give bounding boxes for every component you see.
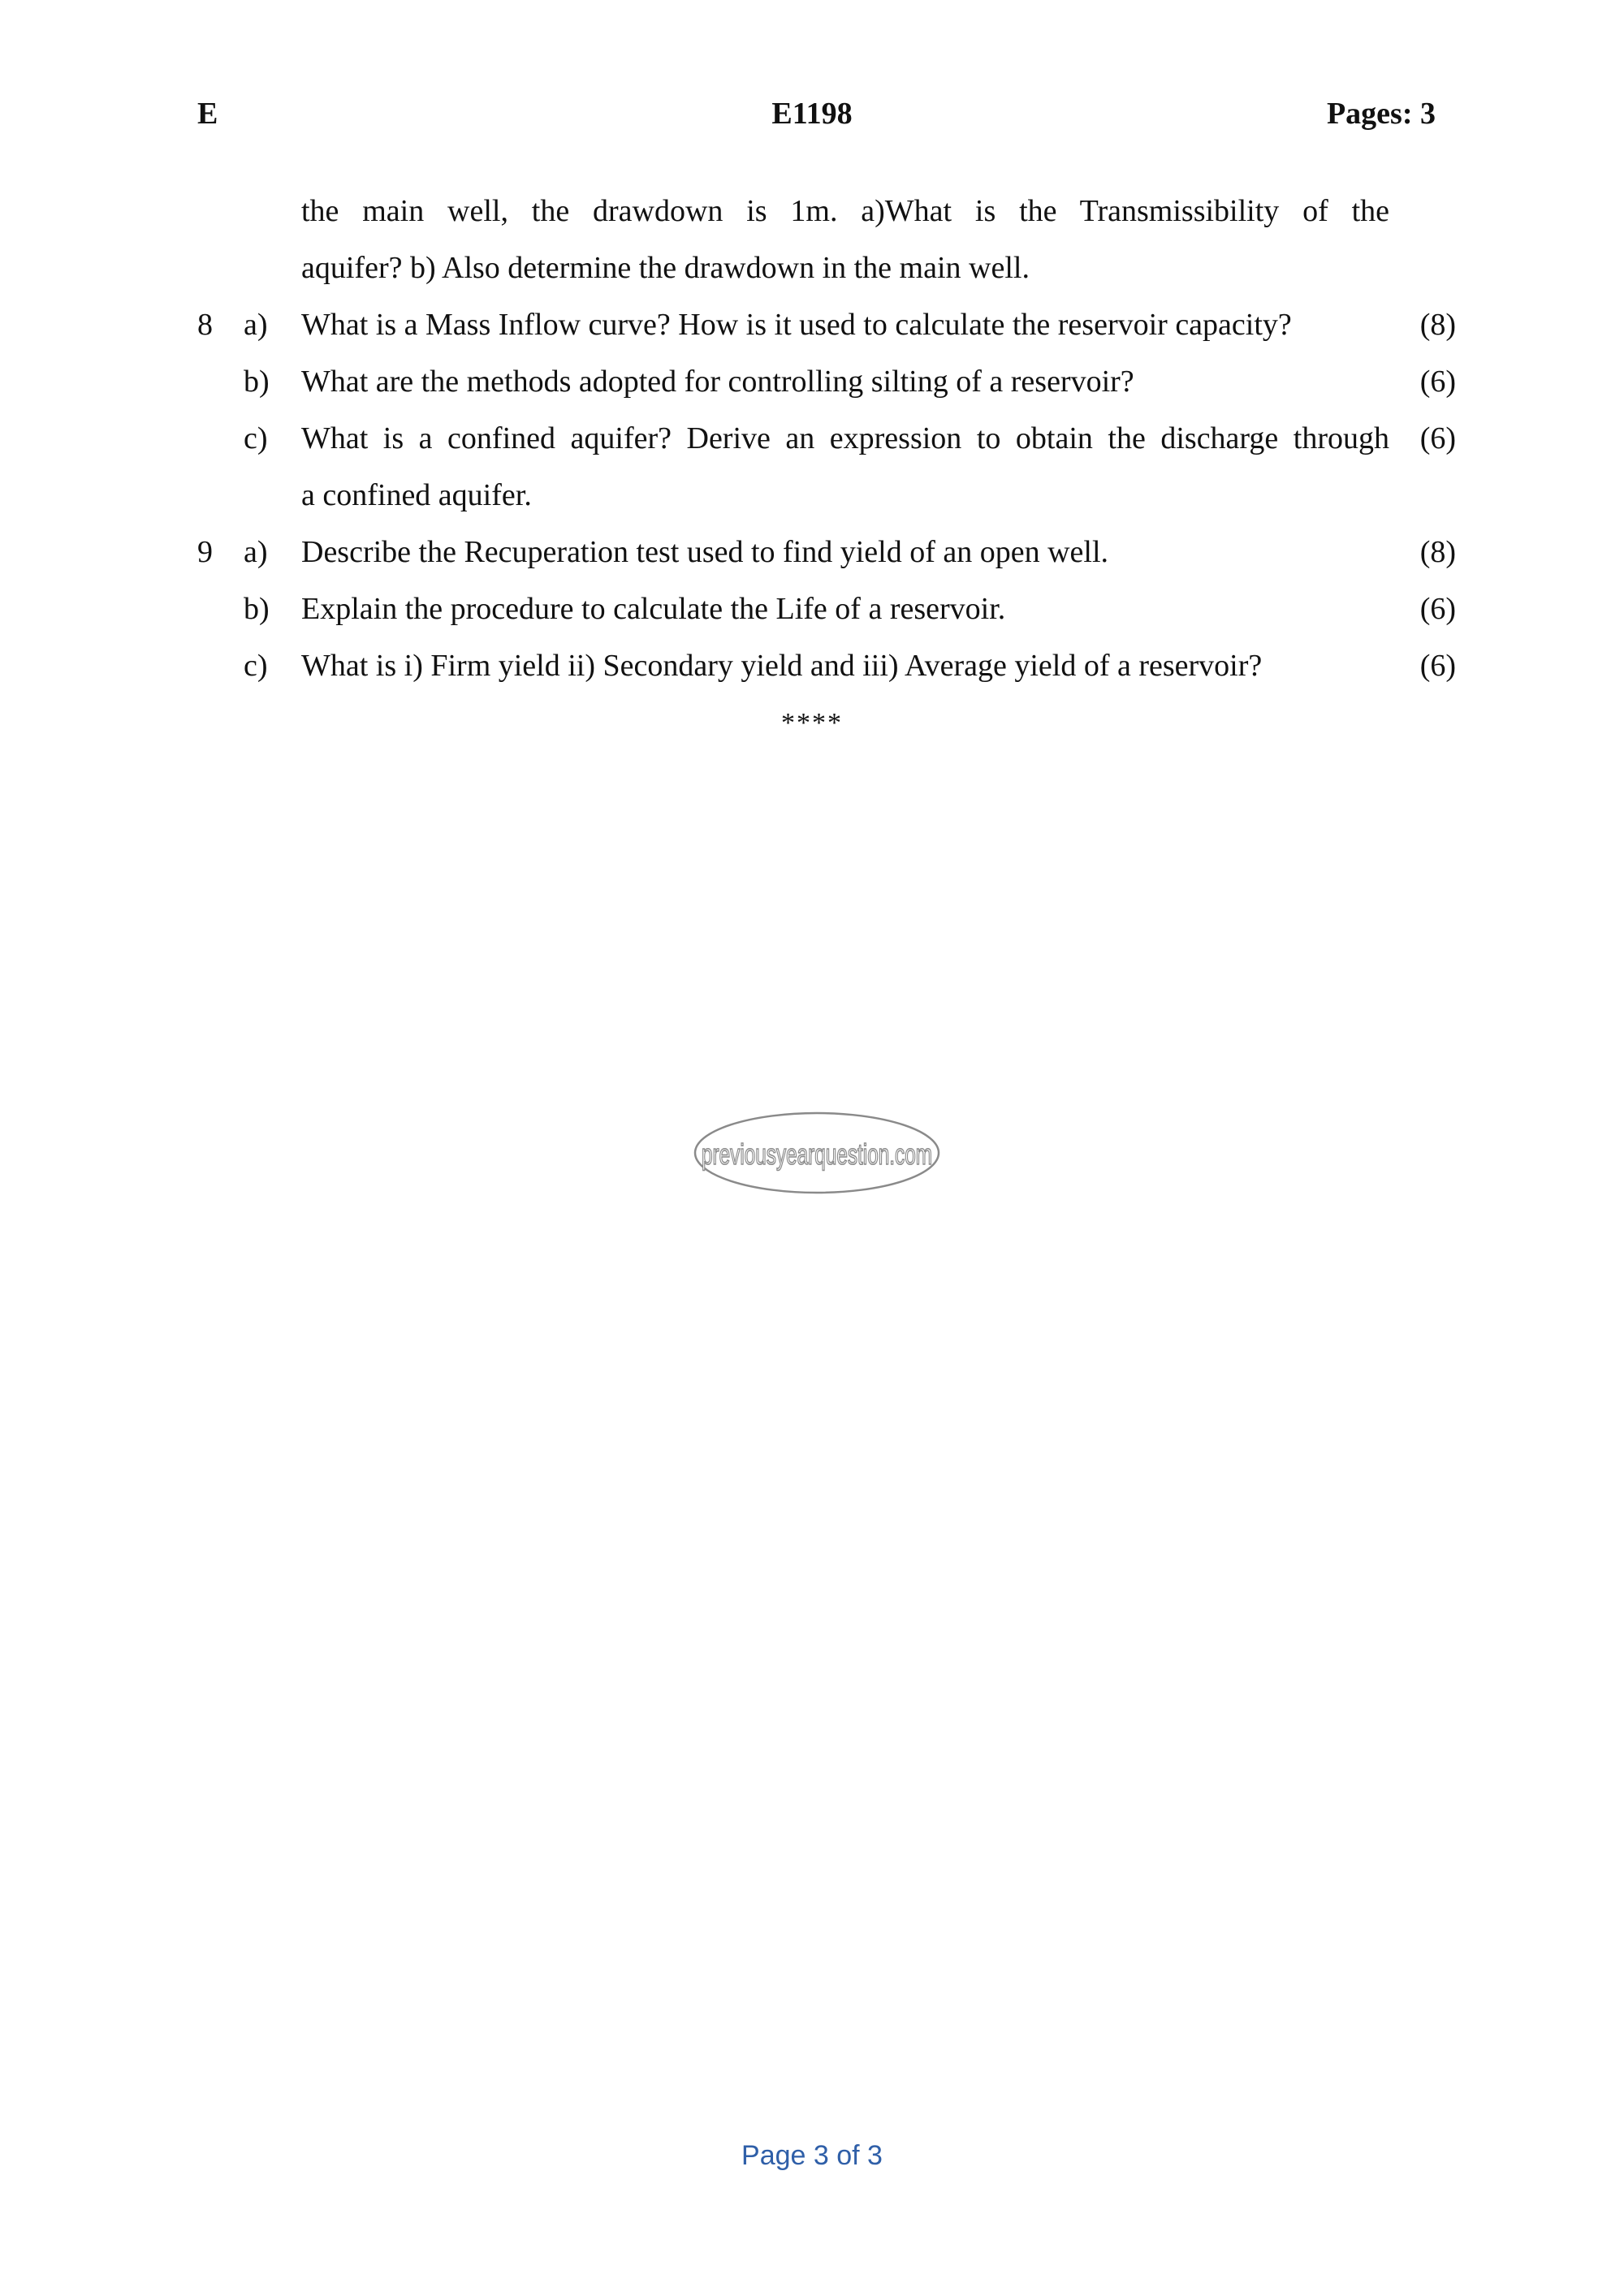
question-part-label: b) xyxy=(244,365,270,399)
question-text: What are the methods adopted for controlling silting of a reservoir? xyxy=(301,365,1134,399)
question-part-label: a) xyxy=(244,308,268,342)
watermark-logo xyxy=(693,1111,941,1195)
page-footer: Page 3 of 3 xyxy=(741,2140,883,2171)
question-number: 9 xyxy=(197,535,213,569)
question-text: aquifer? b) Also determine the drawdown in the main well. xyxy=(301,251,1030,285)
question-marks: (6) xyxy=(1419,421,1456,455)
end-of-paper-marker: **** xyxy=(781,708,843,738)
question-text: Describe the Recuperation test used to find yield of an open well. xyxy=(301,535,1109,569)
question-line xyxy=(0,591,1624,632)
question-part-label: b) xyxy=(244,592,270,626)
question-line xyxy=(0,477,1624,518)
question-line xyxy=(0,421,1624,461)
page-header xyxy=(0,96,1624,136)
question-line xyxy=(0,193,1624,234)
question-line xyxy=(0,648,1624,688)
question-line xyxy=(0,364,1624,404)
question-line xyxy=(0,250,1624,291)
question-text: the main well, the drawdown is 1m. a)What is the Transmissibility of the xyxy=(301,194,1389,228)
question-marks: (8) xyxy=(1419,308,1456,342)
question-number: 8 xyxy=(197,308,213,342)
question-text: Explain the procedure to calculate the Life of a reservoir. xyxy=(301,592,1006,626)
question-part-label: c) xyxy=(244,649,268,683)
question-text: What is i) Firm yield ii) Secondary yield and iii) Average yield of a reservoir? xyxy=(301,649,1263,683)
question-marks: (6) xyxy=(1419,649,1456,683)
question-text: a confined aquifer. xyxy=(301,478,532,512)
question-part-label: c) xyxy=(244,421,268,455)
header-page-count: Pages: 3 xyxy=(1326,97,1436,131)
watermark-text: previousyearquestion.com xyxy=(702,1137,932,1171)
question-marks: (6) xyxy=(1419,592,1456,626)
question-part-label: a) xyxy=(244,535,268,569)
question-text: What is a confined aquifer? Derive an expression to obtain the discharge through xyxy=(301,421,1389,455)
question-marks: (8) xyxy=(1419,535,1456,569)
question-line xyxy=(0,307,1624,347)
header-language-code: E xyxy=(197,97,218,131)
question-marks: (6) xyxy=(1419,365,1456,399)
question-text: What is a Mass Inflow curve? How is it used to calculate the reservoir capacity? xyxy=(301,308,1292,342)
header-paper-code: E1198 xyxy=(771,97,853,131)
question-line xyxy=(0,534,1624,575)
